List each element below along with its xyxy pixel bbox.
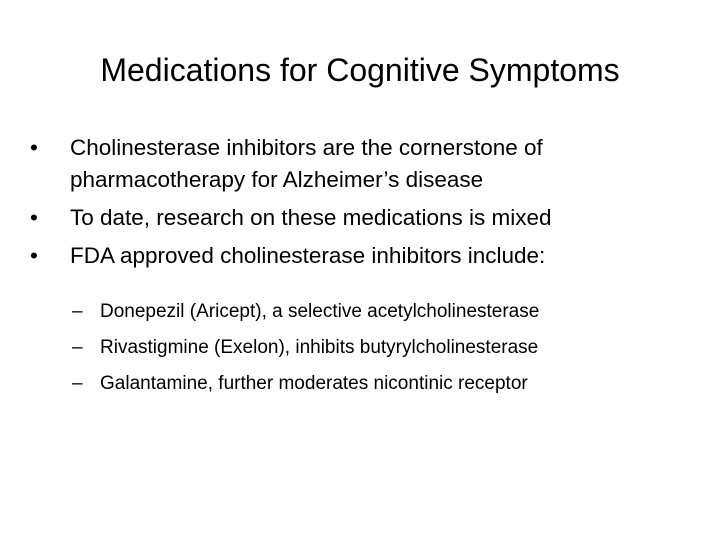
sub-bullet-item [72, 294, 672, 330]
bullet-item [28, 132, 678, 196]
slide-title: Medications for Cognitive Symptoms [100, 52, 620, 88]
sub-bullet-marker: – [72, 373, 83, 394]
bullet-list [28, 132, 678, 278]
bullet-marker: • [30, 135, 38, 160]
sub-bullet-text: Rivastigmine (Exelon), inhibits butyrylcholinesterase [100, 337, 539, 358]
sub-bullet-list [72, 294, 672, 402]
bullet-text: Cholinesterase inhibitors are the cornerstone of pharmacotherapy for Alzheimer’s disease [70, 135, 543, 192]
bullet-text: FDA approved cholinesterase inhibitors include: [70, 243, 546, 268]
sub-bullet-item [72, 330, 672, 366]
sub-bullet-item [72, 366, 672, 402]
sub-bullet-marker: – [72, 301, 83, 322]
bullet-marker: • [30, 205, 38, 230]
sub-bullet-marker: – [72, 337, 83, 358]
bullet-text: To date, research on these medications is mixed [70, 205, 552, 230]
bullet-item [28, 202, 678, 234]
bullet-item [28, 240, 678, 272]
sub-bullet-text: Donepezil (Aricept), a selective acetylcholinesterase [100, 301, 540, 322]
bullet-marker: • [30, 243, 38, 268]
sub-bullet-text: Galantamine, further moderates nicontinic receptor [100, 373, 528, 394]
